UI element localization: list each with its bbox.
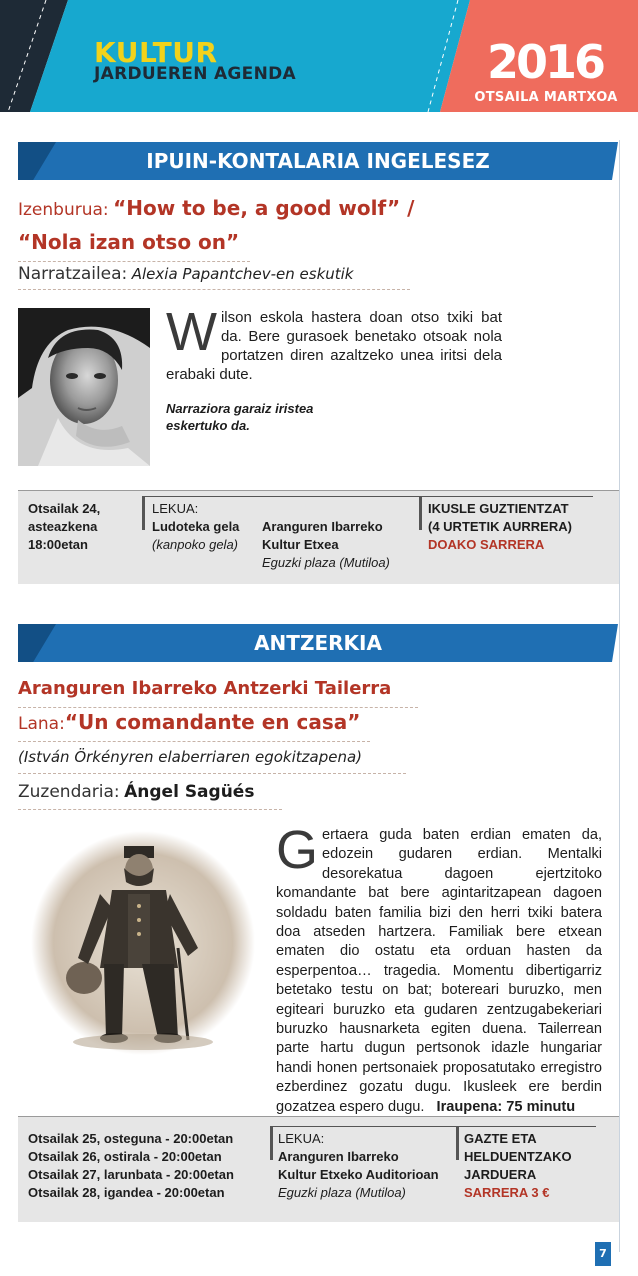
soldier-engraving-icon — [28, 828, 258, 1058]
weekday-text: asteazkena — [28, 519, 98, 534]
director-label: Zuzendaria: — [18, 782, 120, 802]
event2-adaptation — [18, 748, 406, 774]
venue-name: Kultur Etxea — [262, 537, 339, 552]
place-label: LEKUA: — [152, 501, 199, 516]
event1-info-box — [18, 490, 619, 584]
page-number: 7 — [595, 1242, 611, 1266]
duration-text: Iraupena: 75 minutu — [436, 1098, 576, 1115]
event1-venue-cell — [262, 518, 422, 572]
event1-title-line1 — [18, 196, 438, 228]
header-title-agenda: JARDUEREN AGENDA — [94, 64, 296, 84]
narrator-name: Alexia Papantchev-en eskutik — [131, 265, 354, 283]
event2-work — [18, 710, 370, 742]
event2-info-box — [18, 1116, 619, 1222]
dropcap: W — [166, 302, 217, 362]
header-months: OTSAILA MARTXOA — [474, 90, 618, 105]
audience-text: GAZTE ETA — [464, 1131, 537, 1146]
work-title: “Un comandante en casa” — [64, 710, 361, 734]
narrator-label: Narratzailea: — [18, 264, 128, 284]
description-text: ilson eskola hastera doan otso txiki bat da. Bere gurasoek benetako otsoak nola portatzen diren azaltzeko unea iritsi dela erabaki dute. — [166, 309, 502, 383]
place-room: Ludoteka gela — [152, 519, 240, 534]
event-title-second: “Nola izan otso on” — [18, 230, 240, 254]
event2-group — [18, 678, 418, 708]
event1-title-line2 — [18, 230, 250, 262]
date-line: Otsailak 28, igandea - 20:00etan — [28, 1185, 225, 1200]
time-text: 18:00etan — [28, 537, 88, 552]
woman-portrait-icon — [18, 308, 150, 466]
dropcap: G — [276, 820, 319, 880]
header-banner — [0, 0, 638, 112]
audience-text: JARDUERA — [464, 1167, 537, 1182]
event1-narrator — [18, 264, 410, 290]
venue-name: Aranguren Ibarreko — [262, 519, 383, 534]
director-name: Ángel Sagüés — [124, 782, 255, 802]
theatre-group-name: Aranguren Ibarreko Antzerki Tailerra — [18, 678, 392, 699]
event1-description — [166, 302, 502, 384]
date-text: Otsailak 24, — [28, 501, 101, 516]
event1-audience-cell — [428, 500, 608, 554]
place-label: LEKUA: — [278, 1131, 325, 1146]
event-title: “How to be, a good wolf” / — [113, 196, 415, 220]
audience-text: IKUSLE GUZTIENTZAT — [428, 501, 569, 516]
soldier-engraving-photo — [28, 828, 258, 1058]
header-title-kultur: KULTUR — [94, 36, 218, 69]
place-room-note: (kanpoko gela) — [152, 537, 238, 552]
venue-name: Kultur Etxeko Auditorioan — [278, 1167, 439, 1182]
note-line: Narraziora garaiz iristea — [166, 401, 314, 416]
date-line: Otsailak 26, ostirala - 20:00etan — [28, 1149, 222, 1164]
event1-place-cell — [152, 500, 272, 554]
section-title: ANTZERKIA — [254, 631, 382, 655]
venue-address: Eguzki plaza (Mutiloa) — [278, 1185, 406, 1200]
section-title: IPUIN-KONTALARIA INGELESEZ — [146, 149, 490, 173]
price-text: SARRERA 3 € — [464, 1185, 550, 1200]
audience-age: (4 URTETIK AURRERA) — [428, 519, 572, 534]
event2-description — [276, 820, 602, 1117]
section-bar-theatre — [18, 624, 618, 662]
venue-name: Aranguren Ibarreko — [278, 1149, 399, 1164]
section-bar-storyteller — [18, 142, 618, 180]
storyteller-photo — [18, 308, 150, 466]
header-year: 2016 — [486, 35, 604, 89]
venue-address: Eguzki plaza (Mutiloa) — [262, 555, 390, 570]
event2-audience-cell — [464, 1130, 614, 1202]
note-line: eskertuko da. — [166, 418, 250, 433]
adaptation-text: (István Örkényren elaberriaren egokitzapena) — [18, 748, 362, 766]
price-text: DOAKO SARRERA — [428, 537, 545, 552]
event1-note — [166, 400, 466, 434]
event2-director — [18, 782, 282, 810]
event2-place-cell — [278, 1130, 468, 1202]
event2-dates-cell — [28, 1130, 268, 1202]
date-line: Otsailak 25, osteguna - 20:00etan — [28, 1131, 234, 1146]
event1-date-cell — [28, 500, 148, 554]
title-label: Izenburua: — [18, 200, 109, 220]
audience-text: HELDUENTZAKO — [464, 1149, 572, 1164]
date-line: Otsailak 27, larunbata - 20:00etan — [28, 1167, 234, 1182]
work-label: Lana: — [18, 714, 65, 734]
description-text: ertaera guda baten erdian ematen da, edozein gudaren erdian. Mentalki desorekatua dagoen ejertzitoko komandante bat bere agintaritzapean dagoen soldadu baten familia bizi den herri txiki batera doa atseden hartzera. Familiak bere etxean ematen dio ostatu eta orduan hasten da esperpentoa… tragedia. Momentu dibertigarriz betetako testu on bat; botereari buruzko, men egiteari buruzko eta gudaren zentzugabekeriari buruzko hausnarketa egiten duena. Tailerrean parte hartu dugun pertsonok idazle hungariar handi honen pertsonaiek proposatutako erregistro ezberdinez gozatu dugu. Ikusleek ere berdin gozatzea espero dugu. — [276, 827, 602, 1115]
